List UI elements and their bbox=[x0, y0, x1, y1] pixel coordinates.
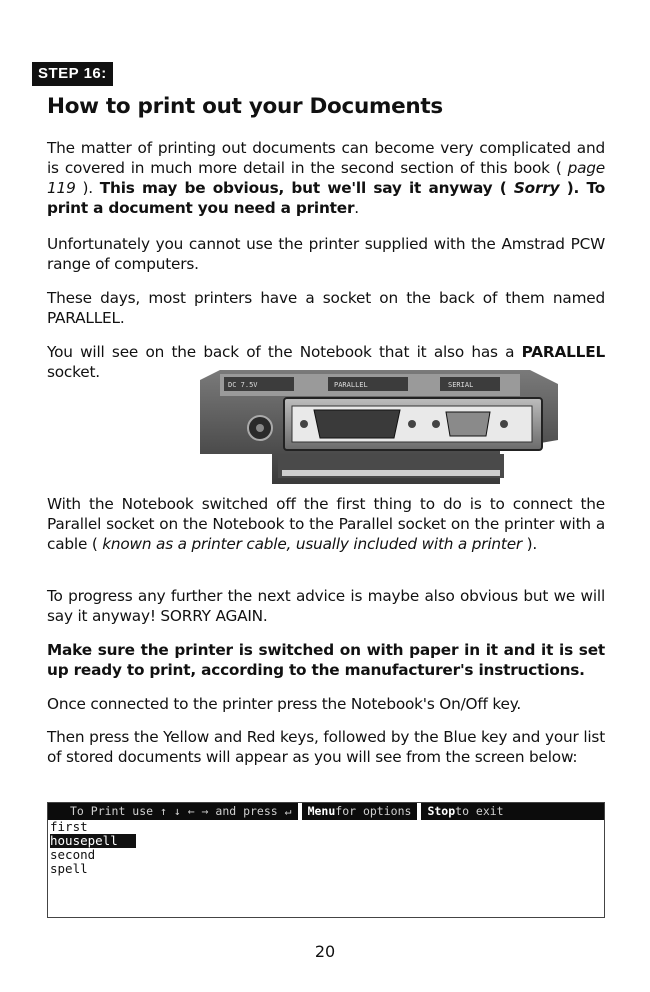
document-list bbox=[49, 820, 137, 876]
sorry-text: Sorry bbox=[513, 179, 560, 197]
text: ). bbox=[522, 535, 538, 553]
text: ). bbox=[75, 179, 100, 197]
notebook-screen bbox=[47, 802, 605, 918]
document-item-second[interactable]: second bbox=[50, 847, 96, 862]
paragraph-on-off: Once connected to the printer press the Notebook's On/Off key. bbox=[47, 695, 522, 713]
notebook-back-panel-image bbox=[200, 370, 558, 484]
paragraph-printing-intro bbox=[47, 138, 605, 218]
bold-text: This may be obvious, but we'll say it anyway ( bbox=[99, 179, 514, 197]
document-item-first[interactable]: first bbox=[50, 819, 88, 834]
paragraph-sorry-again: To progress any further the next advice is maybe also obvious but we will say it anyway! SORRY AGAIN. bbox=[47, 587, 605, 625]
status-exit: to exit bbox=[455, 804, 504, 818]
paragraph-pcw-printer: Unfortunately you cannot use the printer supplied with the Amstrad PCW range of computers. bbox=[47, 235, 605, 273]
paragraph-connect-cable bbox=[47, 494, 605, 554]
stop-key-label: Stop bbox=[427, 804, 456, 818]
paragraph-printer-ready: Make sure the printer is switched on with paper in it and it is set up ready to print, according to the manufacturer's instructions. bbox=[47, 641, 605, 679]
screen-status-bar bbox=[48, 803, 604, 820]
text: socket. bbox=[47, 363, 100, 381]
serial-label: SERIAL bbox=[448, 381, 474, 389]
parallel-port-icon bbox=[314, 410, 400, 438]
status-options: for options bbox=[335, 804, 412, 818]
document-item-spell[interactable]: spell bbox=[50, 861, 88, 876]
screw-icon bbox=[432, 420, 440, 428]
paragraph-parallel-socket: These days, most printers have a socket on the back of them named PARALLEL. bbox=[47, 289, 605, 327]
page-reference: page 119 bbox=[47, 159, 605, 197]
screw-icon bbox=[500, 420, 508, 428]
step-label: STEP 16: bbox=[32, 62, 113, 86]
menu-key-label: Menu bbox=[307, 804, 336, 818]
text: . bbox=[354, 199, 359, 217]
parallel-label: PARALLEL bbox=[334, 381, 368, 389]
bold-text: PARALLEL bbox=[521, 343, 605, 361]
bold-text: ). To print a document you need a printer bbox=[47, 179, 606, 217]
page-title: How to print out your Documents bbox=[47, 94, 443, 119]
status-instruction: To Print use ↑ ↓ ← → and press ↵ bbox=[70, 804, 292, 818]
document-item-housepell-selected[interactable]: housepell bbox=[50, 834, 136, 848]
screw-icon bbox=[300, 420, 308, 428]
screw-icon bbox=[408, 420, 416, 428]
text: You will see on the back of the Notebook that it also has a bbox=[47, 343, 522, 361]
paragraph-keys: Then press the Yellow and Red keys, followed by the Blue key and your list of stored documents will appear as you will see from the screen below: bbox=[47, 728, 605, 766]
text: With the Notebook switched off the first thing to do is to connect the Parallel socket on the Notebook to the Parallel socket on the printer with a cable ( bbox=[47, 495, 605, 553]
dc-label: DC 7.5V bbox=[228, 381, 258, 389]
text: The matter of printing out documents can become very complicated and is covered in much more detail in the second section of this book ( bbox=[47, 139, 605, 177]
serial-port-icon bbox=[446, 412, 490, 436]
page-number: 20 bbox=[314, 942, 336, 961]
italic-text: known as a printer cable, usually included with a printer bbox=[102, 535, 522, 553]
